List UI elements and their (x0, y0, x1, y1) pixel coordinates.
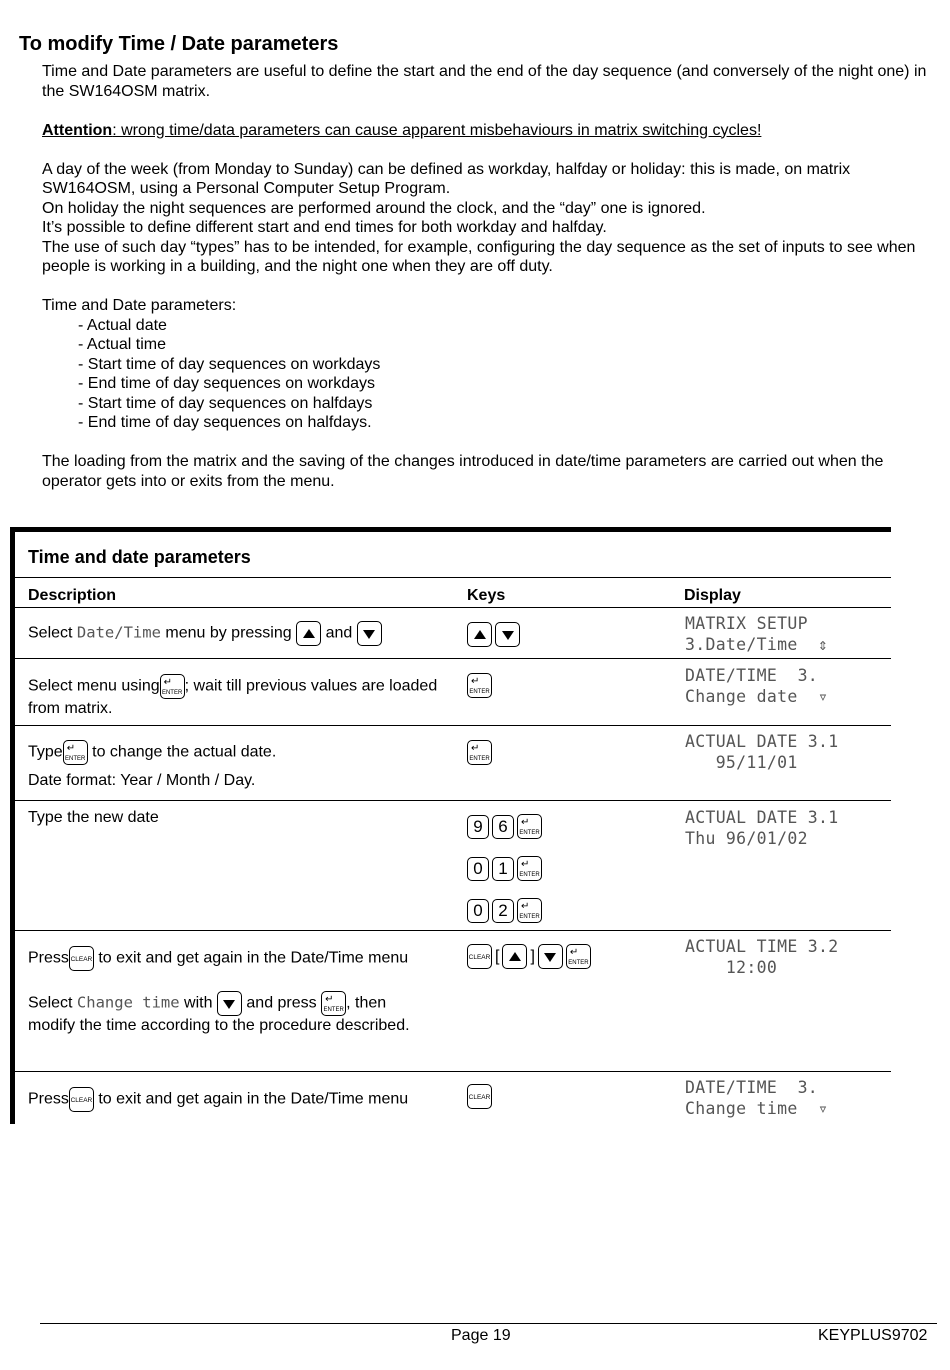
digit-key: 0 (467, 857, 489, 881)
digit-key: 2 (492, 899, 514, 923)
lcd-display: DATE/TIME 3. Change date ▿ (685, 666, 829, 706)
enter-key-icon: ↵ ENTER (467, 673, 492, 698)
digit-key: 0 (467, 899, 489, 923)
enter-key-icon: ↵ ENTER (160, 674, 185, 699)
table-row-keys (467, 814, 542, 923)
divider (15, 930, 891, 931)
document-code: KEYPLUS9702 (818, 1327, 928, 1344)
divider (15, 607, 891, 608)
attention-label: Attention (42, 121, 113, 139)
header-keys: Keys (467, 587, 506, 604)
down-arrow-key-icon (357, 621, 382, 646)
clear-key-icon: CLEAR (467, 1084, 492, 1109)
lcd-inline-text: Date/Time (76, 623, 161, 642)
table-title: Time and date parameters (28, 547, 251, 567)
divider (15, 577, 891, 578)
bracket-text: [ (495, 947, 500, 965)
intro-paragraph: Time and Date parameters are useful to define the start and the end of the day sequence (and conversely of the night one) in the SW164OSM matrix. (42, 63, 927, 100)
divider (15, 1071, 891, 1072)
lcd-display: DATE/TIME 3. Change time ▿ (685, 1078, 829, 1118)
lcd-display: ACTUAL DATE 3.1 Thu 96/01/02 (685, 808, 839, 848)
lcd-inline-text: Change time (76, 993, 180, 1012)
enter-key-icon: ↵ ENTER (517, 898, 542, 923)
clear-key-icon: CLEAR (69, 1087, 94, 1112)
params-list-item: - Actual date (78, 316, 167, 334)
params-list-item: - Actual time (78, 336, 167, 353)
clear-key-icon: CLEAR (467, 944, 492, 969)
digit-key: 9 (467, 815, 489, 839)
lcd-display: ACTUAL DATE 3.1 95/11/01 (685, 732, 839, 772)
table-row-keys (467, 1084, 492, 1109)
body-text (42, 62, 934, 491)
enter-key-icon: ↵ ENTER (321, 991, 346, 1016)
parameters-table (10, 527, 891, 1124)
params-list-item: - Start time of day sequences on halfdays (78, 394, 373, 412)
usage-paragraph: The use of such day “types” has to be intended, for example, configuring the day sequence as the set of inputs to see when people is working in a building, and the night one when they are off duty. (42, 238, 916, 275)
params-list-item: - Start time of day sequences on workdays (78, 355, 381, 373)
row-text: to exit and get again in the Date/Time menu (93, 949, 409, 967)
down-arrow-key-icon (217, 991, 242, 1016)
enter-key-icon: ↵ ENTER (467, 740, 492, 765)
row-text: and press (246, 994, 317, 1012)
page-number: Page 19 (451, 1327, 511, 1344)
row-text: to exit and get again in the Date/Time menu (93, 1090, 409, 1108)
row-text: menu by pressing (160, 624, 292, 642)
divider (15, 725, 891, 726)
enter-key-icon: ↵ ENTER (63, 740, 88, 765)
divider (15, 658, 891, 659)
row-text: with (179, 994, 213, 1012)
row-text: ; wait till previous values are loaded from matrix. (28, 677, 438, 717)
holiday-paragraph: On holiday the night sequences are performed around the clock, and the “day” one is ignored. (42, 199, 706, 217)
digit-key: 1 (492, 857, 514, 881)
attention-paragraph (42, 121, 934, 141)
row-text: modify the time according to the procedure described. (28, 1017, 410, 1034)
table-row-description (28, 674, 448, 719)
row-text: Select (28, 624, 77, 642)
header-description: Description (28, 587, 117, 604)
digit-key: 6 (492, 815, 514, 839)
divider (15, 800, 891, 801)
bracket-text: ] (530, 947, 535, 965)
lcd-display: ACTUAL TIME 3.2 12:00 (685, 937, 839, 977)
header-display: Display (684, 587, 741, 604)
page-title: To modify Time / Date parameters (19, 33, 339, 55)
clear-key-icon: CLEAR (69, 946, 94, 971)
params-title: Time and Date parameters: (42, 297, 237, 314)
row-text: and (325, 624, 353, 642)
table-row-description (28, 1087, 458, 1112)
table-row-description (28, 621, 458, 646)
table-row-description: Type the new date (28, 809, 159, 826)
params-list (42, 316, 934, 433)
table-row-keys (467, 622, 520, 647)
enter-key-icon: ↵ ENTER (517, 814, 542, 839)
row-text: , then (346, 994, 387, 1012)
enter-key-icon: ↵ ENTER (566, 944, 591, 969)
attention-text: : wrong time/data parameters can cause apparent misbehaviours in matrix switching cycles! (112, 121, 762, 139)
table-row-description (28, 946, 458, 1036)
loading-paragraph: The loading from the matrix and the saving of the changes introduced in date/time parameters are carried out when the operator gets into or exits from the menu. (42, 453, 884, 490)
down-arrow-key-icon (495, 622, 520, 647)
row-text: Type (28, 743, 63, 761)
up-arrow-key-icon (502, 944, 527, 969)
row-text: Select menu using (28, 677, 160, 695)
footer-divider (40, 1323, 937, 1324)
params-list-item: - End time of day sequences on halfdays. (78, 414, 372, 431)
row-text: Press (28, 949, 69, 967)
start-end-paragraph: It’s possible to define different start and end times for both workday and halfday. (42, 219, 607, 236)
table-row-keys (467, 673, 492, 698)
table-row-keys (467, 944, 591, 969)
lcd-display: MATRIX SETUP 3.Date/Time ⇕ (685, 614, 829, 654)
up-arrow-key-icon (467, 622, 492, 647)
enter-key-icon: ↵ ENTER (517, 856, 542, 881)
table-row-description (28, 740, 448, 791)
row-text: Select (28, 994, 77, 1012)
date-format-note: Date format: Year / Month / Day. (28, 772, 256, 789)
row-text: Press (28, 1090, 69, 1108)
params-list-item: - End time of day sequences on workdays (78, 375, 376, 392)
down-arrow-key-icon (538, 944, 563, 969)
table-row-keys (467, 740, 492, 765)
day-types-paragraph: A day of the week (from Monday to Sunday) can be defined as workday, halfday or holiday: this is made, on matrix SW164OSM, using a Personal Computer Setup Program. (42, 160, 851, 197)
up-arrow-key-icon (296, 621, 321, 646)
row-text: to change the actual date. (87, 743, 277, 761)
